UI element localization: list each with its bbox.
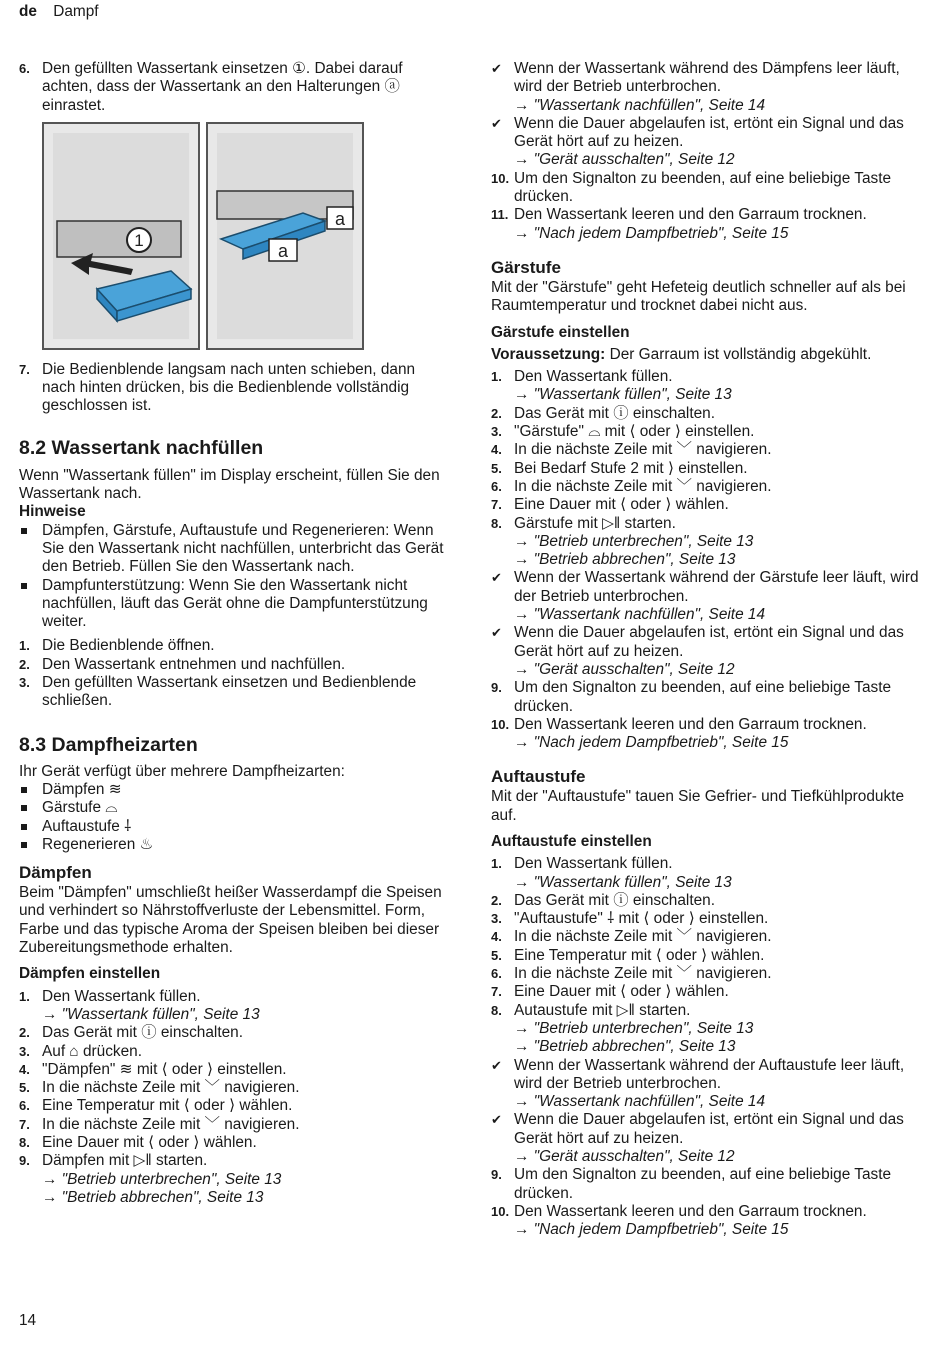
callout-a-lower: a — [277, 240, 289, 261]
gaerstufe-step-4: 4. In die nächste Zeile mit ﹀ navigieren. — [491, 441, 772, 459]
auftaustufe-step-7: 7. Eine Dauer mit ⟨ oder ⟩ wählen. — [491, 983, 729, 1001]
gaerstufe-step-3: 3. "Gärstufe" ⌓ mit ⟨ oder ⟩ einstellen. — [491, 423, 755, 441]
daempfen-step-2: 2. Das Gerät mit ⓘ einschalten. — [19, 1024, 244, 1042]
callout-1: 1 — [134, 230, 144, 250]
gaerstufe-prerequisite: Voraussetzung: Der Garraum ist vollständig abgekühlt. — [491, 345, 872, 363]
daempfen-step-5: 5. In die nächste Zeile mit ﹀ navigieren. — [19, 1079, 300, 1097]
auftaustufe-step-2: 2. Das Gerät mit ⓘ einschalten. — [491, 891, 716, 909]
section-8-2-intro: Wenn "Wassertank füllen" im Display erscheint, füllen Sie den Wassertank nach. — [19, 466, 440, 503]
gaerstufe-step-1: 1. Den Wassertank füllen. → "Wassertank füllen", Seite 13 — [491, 368, 732, 404]
auftaustufe-step-10: 10. Den Wassertank leeren und den Garraum trocknen. → "Nach jedem Dampfbetrieb", Seite 15 — [491, 1202, 867, 1239]
section-8-3-intro: Ihr Gerät verfügt über mehrere Dampfheizarten: — [19, 762, 345, 780]
mode-auftaustufe: Auftaustufe ⸸ — [19, 818, 447, 836]
auftaustufe-result-2: ✔ Wenn die Dauer abgelaufen ist, ertönt ein Signal und das Gerät hört auf zu heizen. → "Gerät ausschalten", Seite 12 — [491, 1111, 904, 1166]
daempfen-step-4: 4. "Dämpfen" ≋ mit ⟨ oder ⟩ einstellen. — [19, 1060, 287, 1078]
gaerstufe-text: Mit der "Gärstufe" geht Hefeteig deutlich schneller auf als bei Raumtemperatur und trocknet dabei nicht aus. — [491, 278, 906, 315]
mode-gaerstufe: Gärstufe ⌓ — [19, 799, 447, 817]
step-7: 7. Die Bedienblende langsam nach unten schieben, dann nach hinten drücken, bis die Bedienblende vollständig geschlossen ist. — [19, 360, 416, 415]
auftaustufe-step-1: 1. Den Wassertank füllen. → "Wassertank füllen", Seite 13 — [491, 855, 732, 891]
daempfen-step-6: 6. Eine Temperatur mit ⟨ oder ⟩ wählen. — [19, 1097, 293, 1115]
daempfen-result-2: ✔ Wenn die Dauer abgelaufen ist, ertönt ein Signal und das Gerät hört auf zu heizen. → "Gerät ausschalten", Seite 12 — [491, 114, 904, 169]
gaerstufe-step-2: 2. Das Gerät mit ⓘ einschalten. — [491, 404, 716, 422]
note-2: Dampfunterstützung: Wenn Sie den Wassertank nicht nachfüllen, läuft das Gerät ohne die Dampfunterstützung weiter. — [19, 577, 447, 632]
gaerstufe-subtitle: Gärstufe einstellen — [491, 323, 630, 341]
refill-step-3: 3. Den gefüllten Wassertank einsetzen und Bedienblende schließen. — [19, 674, 417, 710]
step-6: 6. Den gefüllten Wassertank einsetzen ①. Dabei darauf achten, dass der Wassertank an den Halterungen ⓐ einrastet. — [19, 60, 403, 114]
daempfen-step-7: 7. In die nächste Zeile mit ﹀ navigieren. — [19, 1115, 300, 1133]
daempfen-result-1: ✔ Wenn der Wassertank während des Dämpfens leer läuft, wird der Betrieb unterbrochen. → "Wassertank nachfüllen", Seite 14 — [491, 60, 900, 114]
mode-daempfen: Dämpfen ≋ — [19, 781, 447, 799]
gaerstufe-step-9: 9. Um den Signalton zu beenden, auf eine beliebige Taste drücken. — [491, 679, 892, 715]
auftaustufe-result-1: ✔ Wenn der Wassertank während der Auftaustufe leer läuft, wird der Betrieb unterbrochen. → "Wassertank nachfüllen", Seite 14 — [491, 1056, 905, 1111]
gaerstufe-step-10: 10. Den Wassertank leeren und den Garraum trocknen. → "Nach jedem Dampfbetrieb", Seite 15 — [491, 715, 867, 752]
gaerstufe-result-2: ✔ Wenn die Dauer abgelaufen ist, ertönt ein Signal und das Gerät hört auf zu heizen. → "Gerät ausschalten", Seite 12 — [491, 624, 904, 678]
language-code: de — [19, 3, 37, 20]
auftaustufe-step-8: 8. Autaustufe mit ▷‖ starten. → "Betrieb unterbrechen", Seite 13 → "Betrieb abbrechen", Seite 13 — [491, 1001, 754, 1056]
auftaustufe-step-6: 6. In die nächste Zeile mit ﹀ navigieren. — [491, 965, 772, 983]
auftaustufe-title: Auftaustufe — [491, 767, 586, 787]
daempfen-step-10: 10. Um den Signalton zu beenden, auf eine beliebige Taste drücken. — [491, 169, 892, 206]
section-name: Dampf — [53, 3, 99, 20]
section-title-8-2: 8.2 Wassertank nachfüllen — [19, 436, 264, 459]
gaerstufe-step-8: 8. Gärstufe mit ▷‖ starten. → "Betrieb unterbrechen", Seite 13 → "Betrieb abbrechen", Seite 13 — [491, 514, 754, 569]
daempfen-title: Dämpfen — [19, 863, 92, 883]
auftaustufe-step-3: 3. "Auftaustufe" ⸸ mit ⟨ oder ⟩ einstellen. — [491, 910, 769, 928]
auftaustufe-subtitle: Auftaustufe einstellen — [491, 832, 652, 850]
mode-regenerieren: Regenerieren ♨ — [19, 836, 447, 854]
refill-step-1: 1. Die Bedienblende öffnen. — [19, 637, 215, 655]
daempfen-step-3: 3. Auf ⌂ drücken. — [19, 1042, 142, 1060]
daempfen-step-11: 11. Den Wassertank leeren und den Garraum trocknen. → "Nach jedem Dampfbetrieb", Seite 15 — [491, 206, 867, 242]
daempfen-step-1: 1. Den Wassertank füllen. → "Wassertank füllen", Seite 13 — [19, 987, 260, 1023]
auftaustufe-step-9: 9. Um den Signalton zu beenden, auf eine beliebige Taste drücken. — [491, 1166, 892, 1202]
refill-step-2: 2. Den Wassertank entnehmen und nachfüllen. — [19, 655, 346, 673]
water-tank-figure — [41, 121, 381, 353]
daempfen-step-8: 8. Eine Dauer mit ⟨ oder ⟩ wählen. — [19, 1133, 257, 1151]
daempfen-text: Beim "Dämpfen" umschließt heißer Wasserdampf die Speisen und verhindert so Nährstoffverluste der Lebensmittel. Form, Farbe und das typische Aroma der Speisen bleiben bei dieser Zubereitungsmethode erhalten. — [19, 884, 442, 957]
gaerstufe-step-6: 6. In die nächste Zeile mit ﹀ navigieren. — [491, 477, 772, 495]
gaerstufe-step-5: 5. Bei Bedarf Stufe 2 mit ⟩ einstellen. — [491, 459, 748, 477]
gaerstufe-step-7: 7. Eine Dauer mit ⟨ oder ⟩ wählen. — [491, 496, 729, 514]
note-1: Dämpfen, Gärstufe, Auftaustufe und Regenerieren: Wenn Sie den Wassertank nicht nachfüllen, unterbricht das Gerät den Betrieb. Füllen Sie den Wassertank nach. — [19, 522, 447, 577]
daempfen-subtitle: Dämpfen einstellen — [19, 965, 161, 983]
water-tank-illustration — [41, 121, 381, 353]
auftaustufe-step-5: 5. Eine Temperatur mit ⟨ oder ⟩ wählen. — [491, 946, 765, 964]
page-number: 14 — [19, 1312, 37, 1329]
gaerstufe-title: Gärstufe — [491, 257, 561, 277]
daempfen-step-9: 9. Dämpfen mit ▷‖ starten. → "Betrieb unterbrechen", Seite 13 → "Betrieb abbrechen", Seite 13 — [19, 1152, 282, 1206]
section-title-8-3: 8.3 Dampfheizarten — [19, 733, 198, 756]
callout-a-upper: a — [334, 208, 346, 229]
notes-title: Hinweise — [19, 503, 86, 521]
page-header — [19, 3, 99, 21]
auftaustufe-step-4: 4. In die nächste Zeile mit ﹀ navigieren. — [491, 928, 772, 946]
gaerstufe-result-1: ✔ Wenn der Wassertank während der Gärstufe leer läuft, wird der Betrieb unterbrochen. → "Wassertank nachfüllen", Seite 14 — [491, 569, 919, 624]
right-column — [491, 60, 919, 1240]
auftaustufe-text: Mit der "Auftaustufe" tauen Sie Gefrier- und Tiefkühlprodukte auf. — [491, 788, 905, 824]
left-column — [19, 60, 447, 1207]
